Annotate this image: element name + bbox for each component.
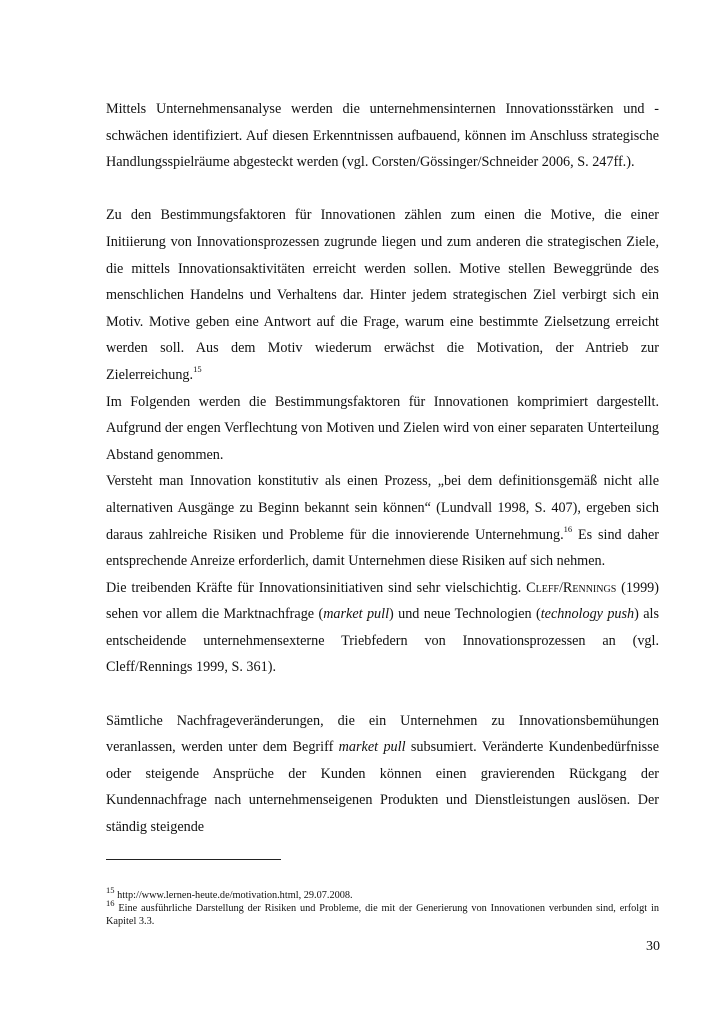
paragraph-text: Zu den Bestimmungsfaktoren für Innovationen zählen zum einen die Motive, die einer Initiierung von Innovationsprozessen zugrunde liegen und zum anderen die strategischen Ziele, die mittels Innovationsaktivitäten erreicht werden sollen. Motive stellen Beweggründe des menschlichen Handelns und Verhaltens dar. Hinter jedem strategischen Ziel verbirgt sich ein Motiv. Motive geben eine Antwort auf die Frage, warum eine bestimmte Zielsetzung erreicht werden soll. Aus dem Motiv wiederum erwächst die Motivation, der Antrieb zur Zielerreichung.: [106, 207, 659, 383]
paragraph: [106, 468, 659, 574]
page-number: 30: [646, 939, 660, 954]
footnote: [106, 884, 659, 902]
paragraph-text: Die treibenden Kräfte für Innovationsinitiativen sind sehr vielschichtig.: [106, 579, 527, 596]
footnote-ref[interactable]: 15: [193, 364, 202, 375]
author-name: Cleff/Rennings: [526, 579, 617, 596]
paragraph-gap: [106, 176, 659, 203]
footnote-number: 15: [106, 884, 115, 895]
body-text: [106, 96, 659, 841]
footnote-text: http://www.lernen-heute.de/motivation.html, 29.07.2008.: [114, 890, 353, 901]
paragraph-text: Sämtliche Nachfrageveränderungen, die ein Unternehmen zu Innovationsbemühungen veranlassen, werden unter dem Begriff: [106, 712, 659, 756]
paragraph-text: (1999) sehen vor allem die Marktnachfrage (: [106, 579, 660, 623]
italic-term: technology push: [540, 606, 635, 623]
footnote: [106, 897, 659, 928]
italic-term: market pull: [338, 739, 406, 756]
paragraph: [106, 96, 659, 176]
paragraph: [106, 575, 659, 681]
footnote-text: Eine ausführliche Darstellung der Risiken und Probleme, die mit der Generierung von Innovationen verbunden sind, erfolgt in Kapitel 3.3.: [106, 903, 659, 927]
paragraph-text: Mittels Unternehmensanalyse werden die unternehmensinternen Innovationsstärken und -schwächen identifiziert. Auf diesen Erkenntnissen aufbauend, können im Anschluss strategische Handlungsspielräume abgesteckt werden (vgl. Corsten/Gössinger/Schneider 2006, S. 247ff.).: [106, 101, 659, 171]
paragraph: [106, 389, 659, 469]
paragraph-text: subsumiert. Veränderte Kundenbedürfnisse oder steigende Ansprüche der Kunden können einen gravierenden Rückgang der Kundennachfrage nach unternehmenseigenen Produkten und Dienstleistungen auslösen. Der ständig steigende: [106, 739, 659, 836]
paragraph: [106, 708, 659, 841]
paragraph-text: Versteht man Innovation konstitutiv als einen Prozess, „bei dem definitionsgemäß nicht alle alternativen Ausgänge zu Beginn bekannt sein können“ (Lundvall 1998, S. 407), ergeben sich daraus zahlreiche Risiken und Probleme für die innovierende Unternehmung.: [106, 473, 659, 543]
footnotes: [106, 884, 659, 928]
italic-term: market pull: [323, 606, 390, 623]
footnote-separator: [106, 859, 281, 860]
footnote-ref[interactable]: 16: [563, 523, 573, 534]
paragraph-text: Es sind daher entsprechende Anreize erforderlich, damit Unternehmen diese Risiken auf sich nehmen.: [106, 526, 659, 570]
paragraph-text: Im Folgenden werden die Bestimmungsfaktoren für Innovationen komprimiert dargestellt. Aufgrund der engen Verflechtung von Motiven und Zielen wird von einer separaten Unterteilung Abstand genommen.: [106, 393, 659, 463]
paragraph-gap: [106, 681, 659, 708]
paragraph: [106, 202, 659, 388]
paragraph-text: ) als entscheidende unternehmensexterne Triebfedern von Innovationsprozessen an (vgl. Cleff/Rennings 1999, S. 361).: [106, 606, 659, 676]
footnote-number: 16: [106, 897, 115, 908]
paragraph-text: ) und neue Technologien (: [389, 606, 541, 623]
